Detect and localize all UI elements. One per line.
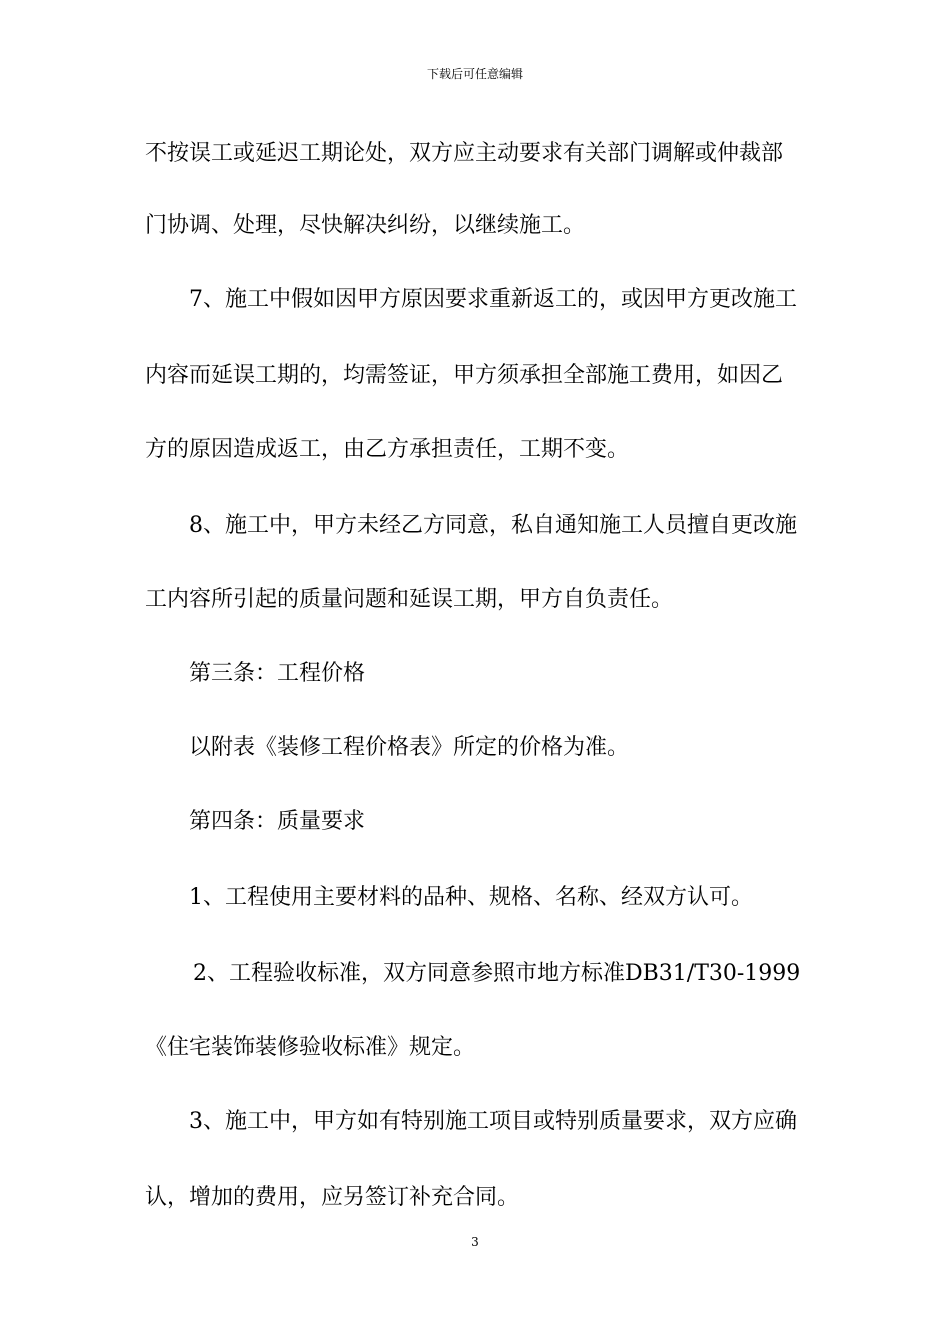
page-number: 3 [471, 1235, 479, 1249]
paragraph-line: 门协调、处理，尽快解决纠纷，以继续施工。 [145, 213, 586, 238]
paragraph-line: 内容而延误工期的，均需签证，甲方须承担全部施工费用，如因乙 [145, 363, 784, 388]
paragraph-line: 方的原因造成返工，由乙方承担责任，工期不变。 [145, 437, 630, 462]
paragraph-line: 以附表《装修工程价格表》所定的价格为准。 [189, 735, 630, 760]
quality-item-2: 2、工程验收标准，双方同意参照市地方标准DB31/T30-1999 [193, 961, 801, 986]
paragraph-line: 《住宅装饰装修验收标准》规定。 [145, 1035, 476, 1060]
paragraph-line: 工内容所引起的质量问题和延误工期，甲方自负责任。 [145, 587, 674, 612]
clause-7-line: 7、施工中假如因甲方原因要求重新返工的，或因甲方更改施工 [189, 287, 797, 312]
quality-item-1: 1、工程使用主要材料的品种、规格、名称、经双方认可。 [189, 885, 753, 910]
section-heading-3: 第三条：工程价格 [189, 661, 366, 686]
quality-item-3: 3、施工中，甲方如有特别施工项目或特别质量要求，双方应确 [189, 1109, 797, 1134]
clause-8-line: 8、施工中，甲方未经乙方同意，私自通知施工人员擅自更改施 [189, 513, 797, 538]
paragraph-line: 认，增加的费用，应另签订补充合同。 [145, 1185, 520, 1210]
page-header: 下载后可任意编辑 [426, 67, 523, 81]
section-heading-4: 第四条：质量要求 [189, 809, 366, 834]
paragraph-line: 不按误工或延迟工期论处，双方应主动要求有关部门调解或仲裁部 [145, 141, 784, 166]
